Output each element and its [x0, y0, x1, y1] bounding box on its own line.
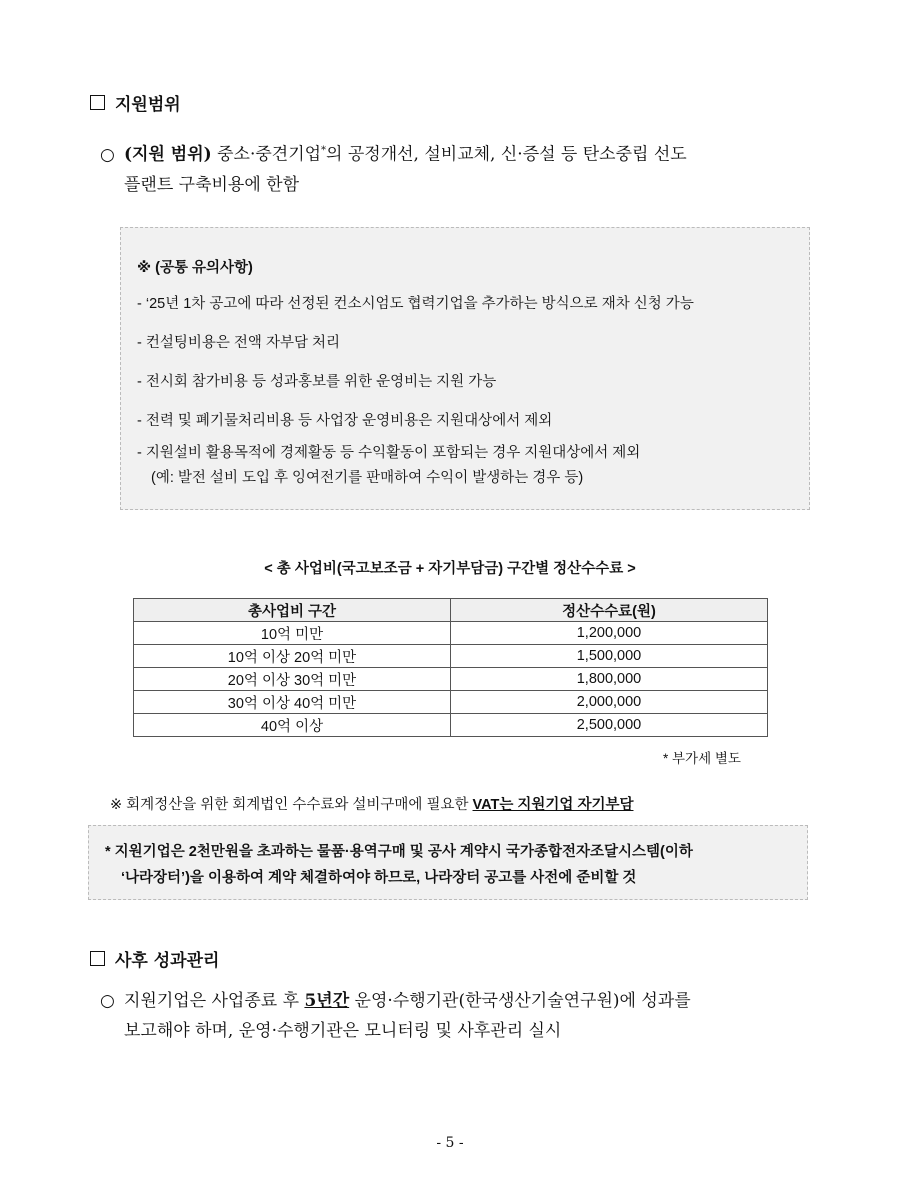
table-row — [134, 645, 768, 668]
bullet-text-2: 운영·수행기관(한국생산기술연구원)에 성과를 — [349, 991, 691, 1011]
bullet-emphasis: 5년간 — [304, 991, 350, 1011]
bullet-line-2: 보고해야 하며, 운영·수행기관은 모니터링 및 사후관리 실시 — [124, 1021, 562, 1041]
note-item: - 지원설비 활용목적에 경제활동 등 수익활동이 포함되는 경우 지원대상에서 제외 — [137, 445, 641, 461]
fee-cell: 2,500,000 — [451, 714, 768, 737]
range-cell: 10억 이상 20억 미만 — [134, 645, 451, 668]
header-cell-range: 총사업비 구간 — [134, 599, 451, 622]
note-item: - 컨설팅비용은 전액 자부담 처리 — [137, 335, 341, 351]
accounting-note-emphasis: VAT는 지원기업 자기부담 — [472, 797, 634, 813]
checkbox-square-icon — [90, 95, 105, 110]
settlement-fee-table — [133, 598, 768, 737]
fee-cell: 1,200,000 — [451, 622, 768, 645]
header-cell-fee: 정산수수료(원) — [451, 599, 768, 622]
warning-line-1: * 지원기업은 2천만원을 초과하는 물품·용역구매 및 공사 계약시 국가종합전자조달시스템(이하 — [105, 844, 693, 860]
table-row — [134, 714, 768, 737]
note-item-continuation: (예: 발전 설비 도입 후 잉여전기를 판매하여 수익이 발생하는 경우 등) — [151, 470, 584, 486]
fee-cell: 1,800,000 — [451, 668, 768, 691]
note-item: - ‘25년 1차 공고에 따라 선정된 컨소시엄도 협력기업을 추가하는 방식으로 재차 신청 가능 — [137, 296, 694, 312]
accounting-note-text: ※ 회계정산을 위한 회계법인 수수료와 설비구매에 필요한 — [110, 797, 473, 813]
procurement-warning-box — [88, 825, 808, 900]
warning-line-2: ‘나라장터’)을 이용하여 계약 체결하여야 하므로, 나라장터 공고를 사전에 준비할 것 — [121, 870, 637, 886]
fee-cell: 1,500,000 — [451, 645, 768, 668]
bullet-line-2: 플랜트 구축비용에 한함 — [124, 174, 300, 195]
fee-table-caption: < 총 사업비(국고보조금 + 자기부담금) 구간별 정산수수료 > — [264, 561, 636, 577]
section-title-text: 지원범위 — [115, 95, 181, 115]
table-row — [134, 622, 768, 645]
section-title-post-management — [90, 946, 219, 971]
bullet-text-1: 지원기업은 사업종료 후 — [124, 991, 305, 1011]
note-item: - 전력 및 폐기물처리비용 등 사업장 운영비용은 지원대상에서 제외 — [137, 413, 553, 429]
range-cell: 20억 이상 30억 미만 — [134, 668, 451, 691]
post-management-bullet — [100, 986, 820, 1046]
section-title-support-scope — [90, 90, 181, 115]
checkbox-square-icon — [90, 951, 105, 966]
fee-cell: 2,000,000 — [451, 691, 768, 714]
table-header-row — [134, 599, 768, 622]
section-title-text: 사후 성과관리 — [115, 951, 220, 971]
common-notes-box — [120, 227, 810, 510]
range-cell: 10억 미만 — [134, 622, 451, 645]
circle-bullet-icon: ○ — [100, 991, 115, 1011]
vat-excluded-note: * 부가세 별도 — [663, 751, 741, 766]
range-cell: 30억 이상 40억 미만 — [134, 691, 451, 714]
notes-heading: ※ (공통 유의사항) — [137, 260, 253, 276]
support-scope-bullet — [100, 136, 820, 200]
note-item: - 전시회 참가비용 등 성과홍보를 위한 운영비는 지원 가능 — [137, 374, 497, 390]
bullet-label: (지원 범위) — [124, 144, 212, 165]
range-cell: 40억 이상 — [134, 714, 451, 737]
accounting-fee-note — [110, 793, 633, 814]
footnote-mark: * — [321, 145, 327, 156]
page-number: - 5 - — [436, 1135, 464, 1151]
circle-bullet-icon: ○ — [100, 144, 115, 165]
table-row — [134, 691, 768, 714]
bullet-text-1: 중소·중견기업 — [211, 144, 322, 165]
bullet-text-2: 의 공정개선, 설비교체, 신·증설 등 탄소중립 선도 — [326, 144, 687, 165]
table-row — [134, 668, 768, 691]
